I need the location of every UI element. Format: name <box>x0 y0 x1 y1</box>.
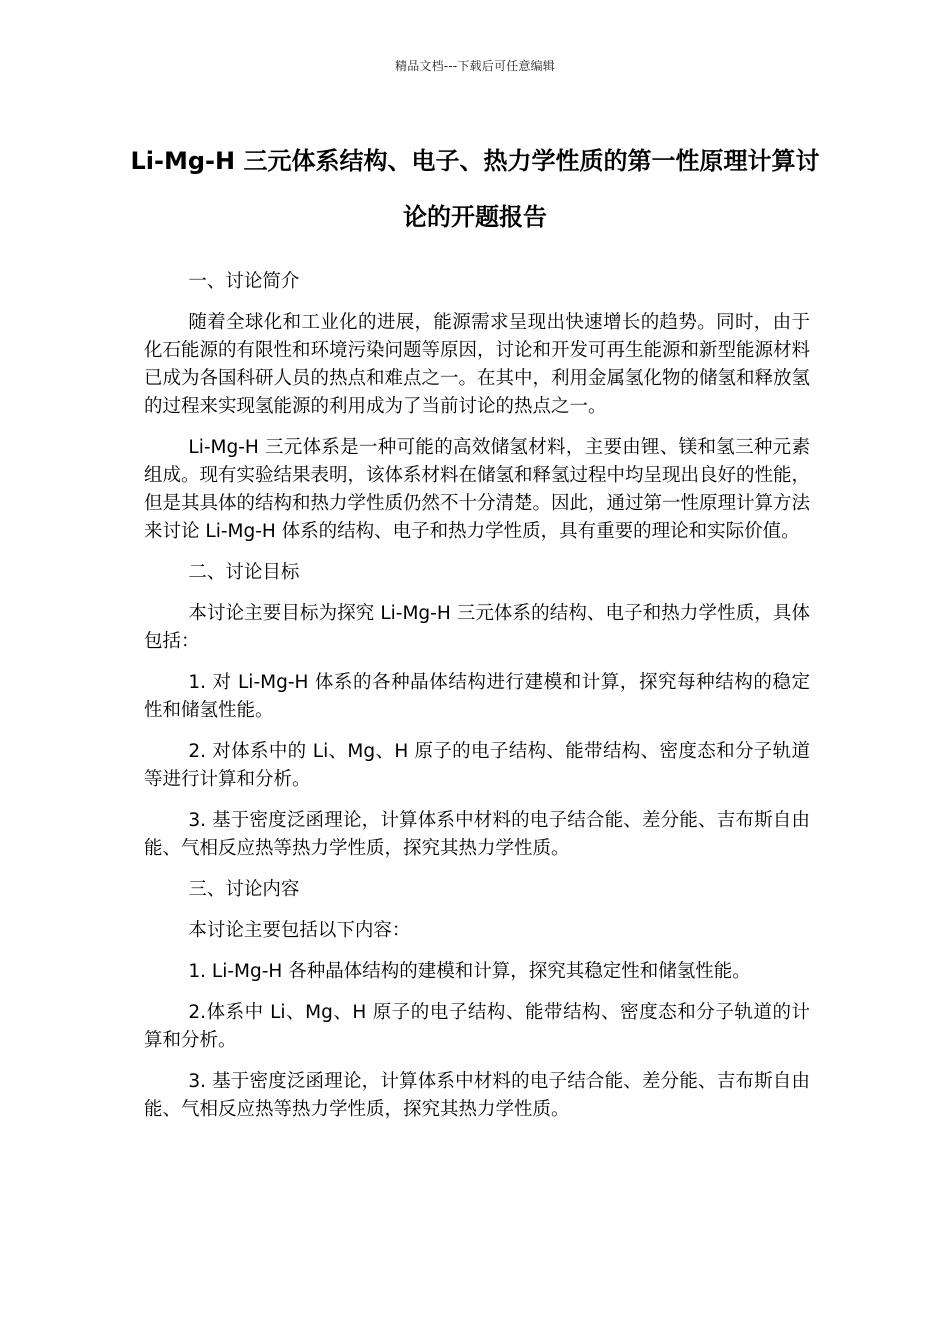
section-heading-content: 三、讨论内容 <box>188 879 300 900</box>
section-heading-goals: 二、讨论目标 <box>188 562 300 583</box>
list-item-content-3: 3. 基于密度泛函理论，计算体系中材料的电子结合能、差分能、吉布斯自由能、气相反应热等热力学性质，探究其热力学性质。 <box>144 1071 810 1120</box>
paragraph-intro-system: Li-Mg-H 三元体系是一种可能的高效储氢材料，主要由锂、镁和氢三种元素组成。现有实验结果表明，该体系材料在储氢和释氢过程中均呈现出良好的性能，但是其具体的结构和热力学性质仍然不十分清楚。因此，通过第一性原理计算方法来讨论 Li-Mg-H 体系的结构、电子和热力学性质，具有重要的理论和实际价值。 <box>144 437 811 542</box>
list-item-goal-1: 1. 对 Li-Mg-H 体系的各种晶体结构进行建模和计算，探究每种结构的稳定性和储氢性能。 <box>144 672 810 721</box>
paragraph-intro-background: 随着全球化和工业化的进展，能源需求呈现出快速增长的趋势。同时，由于化石能源的有限性和环境污染问题等原因，讨论和开发可再生能源和新型能源材料已成为各国科研人员的热点和难点之一。在其中，利用金属氢化物的储氢和释放氢的过程来实现氢能源的利用成为了当前讨论的热点之一。 <box>144 312 811 417</box>
list-item-goal-2: 2. 对体系中的 Li、Mg、H 原子的电子结构、能带结构、密度态和分子轨道等进行计算和分析。 <box>144 741 810 790</box>
header-note: 精品文档---下载后可任意编辑 <box>395 59 555 73</box>
paragraph-goals-intro: 本讨论主要目标为探究 Li-Mg-H 三元体系的结构、电子和热力学性质，具体包括： <box>144 603 810 652</box>
paragraph-content-intro: 本讨论主要包括以下内容： <box>188 920 411 941</box>
document-body <box>144 268 810 1137</box>
list-item-content-2: 2.体系中 Li、Mg、H 原子的电子结构、能带结构、密度态和分子轨道的计算和分析。 <box>144 1002 810 1051</box>
document-title: Li-Mg-H 三元体系结构、电子、热力学性质的第一性原理计算讨论的开题报告 <box>130 147 820 231</box>
list-item-content-1: 1. Li-Mg-H 各种晶体结构的建模和计算，探究其稳定性和储氢性能。 <box>188 961 751 982</box>
section-heading-intro: 一、讨论简介 <box>188 271 300 292</box>
list-item-goal-3: 3. 基于密度泛函理论，计算体系中材料的电子结合能、差分能、吉布斯自由能、气相反应热等热力学性质，探究其热力学性质。 <box>144 810 810 859</box>
